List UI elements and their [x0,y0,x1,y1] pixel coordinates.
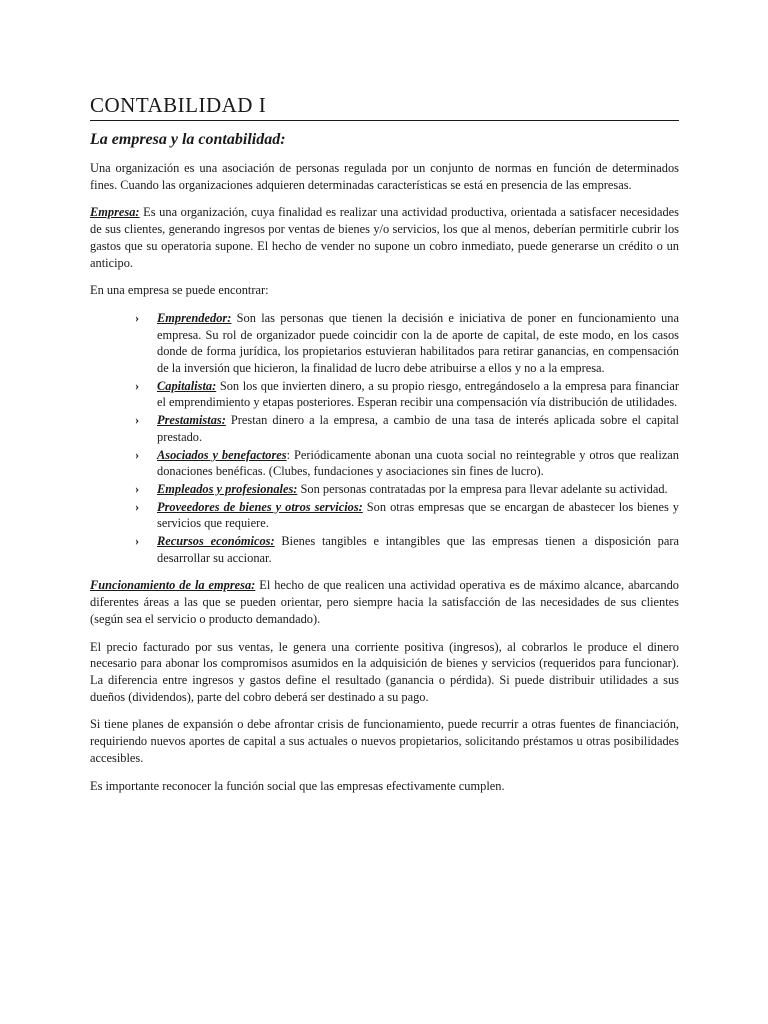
document-title: CONTABILIDAD I [90,93,267,117]
list-item [135,310,679,377]
bullet-icon: › [135,534,140,549]
term-empresa: Empresa: [90,205,140,220]
paragraph-funcion-social: Es importante reconocer la función social que las empresas efectivamente cumplen. [90,778,505,793]
actors-list [90,310,679,567]
list-item [135,533,679,566]
paragraph-precio: El precio facturado por sus ventas, le genera una corriente positiva (ingresos), al cobrarlos le produce el dinero necesario para abonar los compromisos asumidos en la adquisición de bienes y servicios (requeridos para funcionar). La diferencia entre ingresos y gastos define el resultado (ganancia o pérdida). Si puede distribuir utilidades a sus dueños (dividendos), parte del cobro deberá ser destinado a su pago. [90,639,679,704]
list-item-term: Capitalista: [157,378,217,393]
paragraph-empresa [90,204,679,271]
list-item [135,481,679,498]
list-item-term: Emprendedor: [157,310,232,325]
list-item-text: Bienes tangibles e intangibles que las empresas tienen a disposición para desarrollar su accionar. [157,534,680,565]
title-rule [90,120,679,121]
bullet-icon: › [135,481,140,496]
list-item-term: Recursos económicos: [157,534,275,549]
bullet-icon: › [135,378,140,393]
list-item-term: Empleados y profesionales: [157,481,298,496]
bullet-icon: › [135,310,140,325]
bullet-icon: › [135,413,140,428]
list-item-text: Son otras empresas que se encargan de abastecer los bienes y servicios que requiere. [157,499,679,531]
list-item-term: Prestamistas: [157,413,226,428]
list-item [135,412,679,445]
section-subtitle: La empresa y la contabilidad: [90,131,286,148]
bullet-icon: › [135,447,140,462]
list-item-text: : Periódicamente abonan una cuota social no reintegrable y otros que realizan donaciones benéficas. (Clubes, fundaciones y asociaciones sin fines de lucro). [157,447,679,479]
paragraph-funcionamiento-text: El hecho de que realicen una actividad operativa es de máximo alcance, abarcando diferentes áreas a las que se pueden orientar, pero siempre hacia la satisfacción de las necesidades de sus clientes (según sea el servicio o producto demandado). [90,578,679,626]
list-item-text: Prestan dinero a la empresa, a cambio de una tasa de interés aplicada sobre el capital prestado. [157,413,679,444]
paragraph-organizacion: Una organización es una asociación de personas regulada por un conjunto de normas en función de determinados fines. Cuando las organizaciones adquieren determinadas características se está en presencia de las empresas. [90,161,679,192]
list-item [135,378,679,411]
paragraph-expansion: Si tiene planes de expansión o debe afrontar crisis de funcionamiento, puede recurrir a otras fuentes de financiación, requiriendo nuevos aportes de capital a sus actuales o nuevos propietarios, solicitando préstamos u otras posibilidades accesibles. [90,717,679,765]
list-item-term: Proveedores de bienes y otros servicios: [157,499,363,514]
paragraph-empresa-text: Es una organización, cuya finalidad es realizar una actividad productiva, orientada a satisfacer necesidades de sus clientes, generando ingresos por ventas de bienes y/o servicios, los que al menos, deberían permitirle cubrir los gastos que su operatoria supone. El hecho de vender no supone un cobro inmediato, puede generarse un crédito o un anticipo. [90,205,679,270]
bullet-icon: › [135,499,140,514]
list-item-text: Son los que invierten dinero, a su propio riesgo, entregándoselo a la empresa para financiar el emprendimiento y etapas posteriores. Esperan recibir una compensación vía distribución de utilidades. [157,378,679,410]
list-item [135,499,679,532]
list-item-term: Asociados y benefactores [157,447,287,462]
paragraph-intro-list: En una empresa se puede encontrar: [90,283,269,298]
paragraph-funcionamiento [90,577,679,627]
list-item-text: Son personas contratadas por la empresa para llevar adelante su actividad. [297,481,668,496]
list-item [135,447,679,480]
list-item-text: Son las personas que tienen la decisión e iniciativa de poner en funcionamiento una empresa. Su rol de organizador puede coincidir con la de aporte de capital, de este modo, en los casos donde de forma jurídica, los propietarios estuvieran habilitados para retirar ganancias, en compensación de la inversión que hicieron, la finalidad de lucro debe atribuirse a ellos y no a la empresa. [157,310,679,376]
term-funcionamiento: Funcionamiento de la empresa: [90,578,256,593]
